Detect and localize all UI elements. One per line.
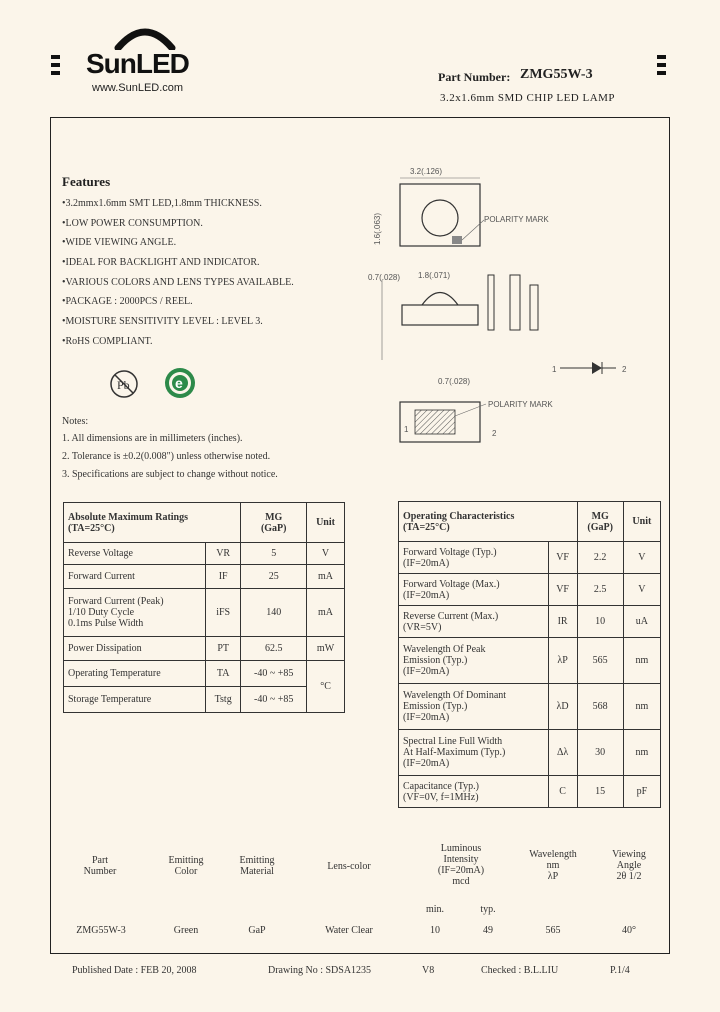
table-cell: °C	[307, 661, 345, 713]
table-cell: λD	[548, 684, 577, 730]
table-cell: nm	[623, 638, 660, 684]
op-char-unit-header: Unit	[623, 502, 660, 542]
right-bar-3	[657, 71, 666, 75]
table-cell: Wavelength Of Peak Emission (Typ.) (IF=20mA)	[399, 638, 549, 684]
table-cell: PT	[205, 637, 240, 661]
pad-1: 1	[404, 425, 409, 434]
table-cell: V	[623, 542, 660, 574]
table-cell: Reverse Current (Max.) (VR=5V)	[399, 606, 549, 638]
op-char-header: Operating Characteristics (TA=25°C)	[399, 502, 578, 542]
table-cell: Spectral Line Full Width At Half-Maximum (Typ.) (IF=20mA)	[399, 730, 549, 776]
table-cell: VF	[548, 542, 577, 574]
row-min: 10	[430, 925, 440, 936]
notes-title: Notes:	[62, 416, 89, 427]
table-cell: Forward Current	[64, 565, 206, 589]
note-item: 1. All dimensions are in millimeters (inches).	[62, 433, 243, 444]
row-wavelength: 565	[545, 925, 561, 936]
abs-max-header: Absolute Maximum Ratings (TA=25°C)	[64, 503, 241, 543]
polarity-label: POLARITY MARK	[484, 215, 549, 224]
row-color: Green	[173, 925, 199, 936]
table-cell: IR	[548, 606, 577, 638]
row-part: ZMG55W-3	[76, 925, 126, 936]
package-drawing	[360, 160, 660, 460]
row-material: GaP	[248, 925, 266, 936]
version: V8	[422, 965, 435, 976]
dim-lens: 1.8(.071)	[418, 271, 451, 280]
features-title: Features	[62, 174, 111, 189]
feature-item: •MOISTURE SENSITIVITY LEVEL : LEVEL 3.	[62, 316, 263, 327]
op-char-mg-header: MG (GaP)	[577, 502, 623, 542]
left-bar-1	[51, 55, 60, 59]
table-cell: Operating Temperature	[64, 661, 206, 687]
dim-pad: 0.7(.028)	[438, 377, 471, 386]
circuit-pin-1: 1	[552, 365, 557, 374]
table-cell: Storage Temperature	[64, 687, 206, 713]
col-emit-material: Emitting Material	[239, 855, 275, 877]
left-bar-3	[51, 71, 60, 75]
table-cell: 140	[241, 589, 307, 637]
table-cell: 2.2	[577, 542, 623, 574]
feature-item: •LOW POWER CONSUMPTION.	[62, 218, 203, 229]
col-min: min.	[425, 904, 445, 915]
right-bar-1	[657, 55, 666, 59]
row-typ: 49	[483, 925, 493, 936]
table-cell: V	[623, 574, 660, 606]
circuit-pin-2: 2	[622, 365, 627, 374]
table-cell: 25	[241, 565, 307, 589]
table-cell: 10	[577, 606, 623, 638]
left-bar-2	[51, 63, 60, 67]
row-viewing: 40°	[622, 925, 636, 936]
table-cell: V	[307, 543, 345, 565]
table-cell: VF	[548, 574, 577, 606]
table-cell: pF	[623, 776, 660, 808]
part-number-label: Part Number:	[438, 70, 511, 84]
right-bar-2	[657, 63, 666, 67]
op-char-table	[398, 501, 661, 808]
table-cell: Wavelength Of Dominant Emission (Typ.) (IF=20mA)	[399, 684, 549, 730]
dim-top: 3.2(.126)	[410, 167, 443, 176]
feature-item: •VARIOUS COLORS AND LENS TYPES AVAILABLE.	[62, 277, 294, 288]
abs-max-table	[63, 502, 345, 713]
part-description: 3.2x1.6mm SMD CHIP LED LAMP	[440, 92, 616, 104]
feature-item: •PACKAGE : 2000PCS / REEL.	[62, 296, 193, 307]
table-cell: Δλ	[548, 730, 577, 776]
table-cell: 565	[577, 638, 623, 684]
published-date: Published Date : FEB 20, 2008	[72, 965, 197, 976]
table-cell: IF	[205, 565, 240, 589]
abs-max-mg-header: MG (GaP)	[241, 503, 307, 543]
col-emit-color: Emitting Color	[168, 855, 204, 877]
table-cell: 2.5	[577, 574, 623, 606]
note-item: 3. Specifications are subject to change without notice.	[62, 469, 278, 480]
table-cell: 568	[577, 684, 623, 730]
abs-max-unit-header: Unit	[307, 503, 345, 543]
table-cell: TA	[205, 661, 240, 687]
drawing-number: Drawing No : SDSA1235	[268, 965, 372, 976]
table-cell: nm	[623, 684, 660, 730]
website-link[interactable]: www.SunLED.com	[92, 82, 184, 94]
table-cell: 30	[577, 730, 623, 776]
feature-item: •WIDE VIEWING ANGLE.	[62, 237, 177, 248]
environment-text: e	[175, 375, 183, 391]
table-cell: -40 ~ +85	[241, 687, 307, 713]
table-cell: mA	[307, 565, 345, 589]
company-logo: SunLED	[86, 48, 189, 79]
table-cell: Forward Current (Peak) 1/10 Duty Cycle 0.1ms Pulse Width	[64, 589, 206, 637]
note-item: 2. Tolerance is ±0.2(0.008") unless otherwise noted.	[62, 451, 271, 462]
checked-by: Checked : B.L.LIU	[481, 965, 559, 976]
table-cell: VR	[205, 543, 240, 565]
part-number: ZMG55W-3	[520, 67, 593, 82]
table-cell: 5	[241, 543, 307, 565]
pad-2: 2	[492, 429, 497, 438]
feature-item: •3.2mmx1.6mm SMT LED,1.8mm THICKNESS.	[62, 198, 262, 209]
table-cell: 62.5	[241, 637, 307, 661]
col-typ: typ.	[480, 904, 496, 915]
dim-side: 1.6(.063)	[373, 212, 382, 245]
col-wavelength: Wavelength nm λP	[529, 849, 577, 882]
col-part: Part Number	[83, 855, 117, 877]
table-cell: Capacitance (Typ.) (VF=0V, f=1MHz)	[399, 776, 549, 808]
row-lens: Water Clear	[325, 925, 373, 936]
feature-item: •RoHS COMPLIANT.	[62, 336, 153, 347]
table-cell: Tstg	[205, 687, 240, 713]
table-cell: Reverse Voltage	[64, 543, 206, 565]
table-cell: nm	[623, 730, 660, 776]
page-number: P.1/4	[610, 965, 630, 976]
polarity-label-2: POLARITY MARK	[488, 400, 553, 409]
table-cell: λP	[548, 638, 577, 684]
table-cell: uA	[623, 606, 660, 638]
table-cell: Forward Voltage (Max.) (IF=20mA)	[399, 574, 549, 606]
table-cell: iFS	[205, 589, 240, 637]
col-luminous: Luminous Intensity (IF=20mA) mcd	[437, 843, 485, 887]
dim-left: 0.7(.028)	[368, 273, 401, 282]
table-cell: mA	[307, 589, 345, 637]
table-cell: Power Dissipation	[64, 637, 206, 661]
col-lens: Lens-color	[327, 861, 371, 872]
logo-arc-icon	[112, 22, 178, 50]
table-cell: C	[548, 776, 577, 808]
table-cell: -40 ~ +85	[241, 661, 307, 687]
table-cell: Forward Voltage (Typ.) (IF=20mA)	[399, 542, 549, 574]
lead-free-icon	[108, 368, 140, 400]
col-viewing: Viewing Angle 2θ 1/2	[612, 849, 646, 882]
table-cell: mW	[307, 637, 345, 661]
environment-icon	[162, 365, 198, 401]
lead-free-text: Pb	[117, 378, 130, 392]
feature-item: •IDEAL FOR BACKLIGHT AND INDICATOR.	[62, 257, 260, 268]
table-cell: 15	[577, 776, 623, 808]
